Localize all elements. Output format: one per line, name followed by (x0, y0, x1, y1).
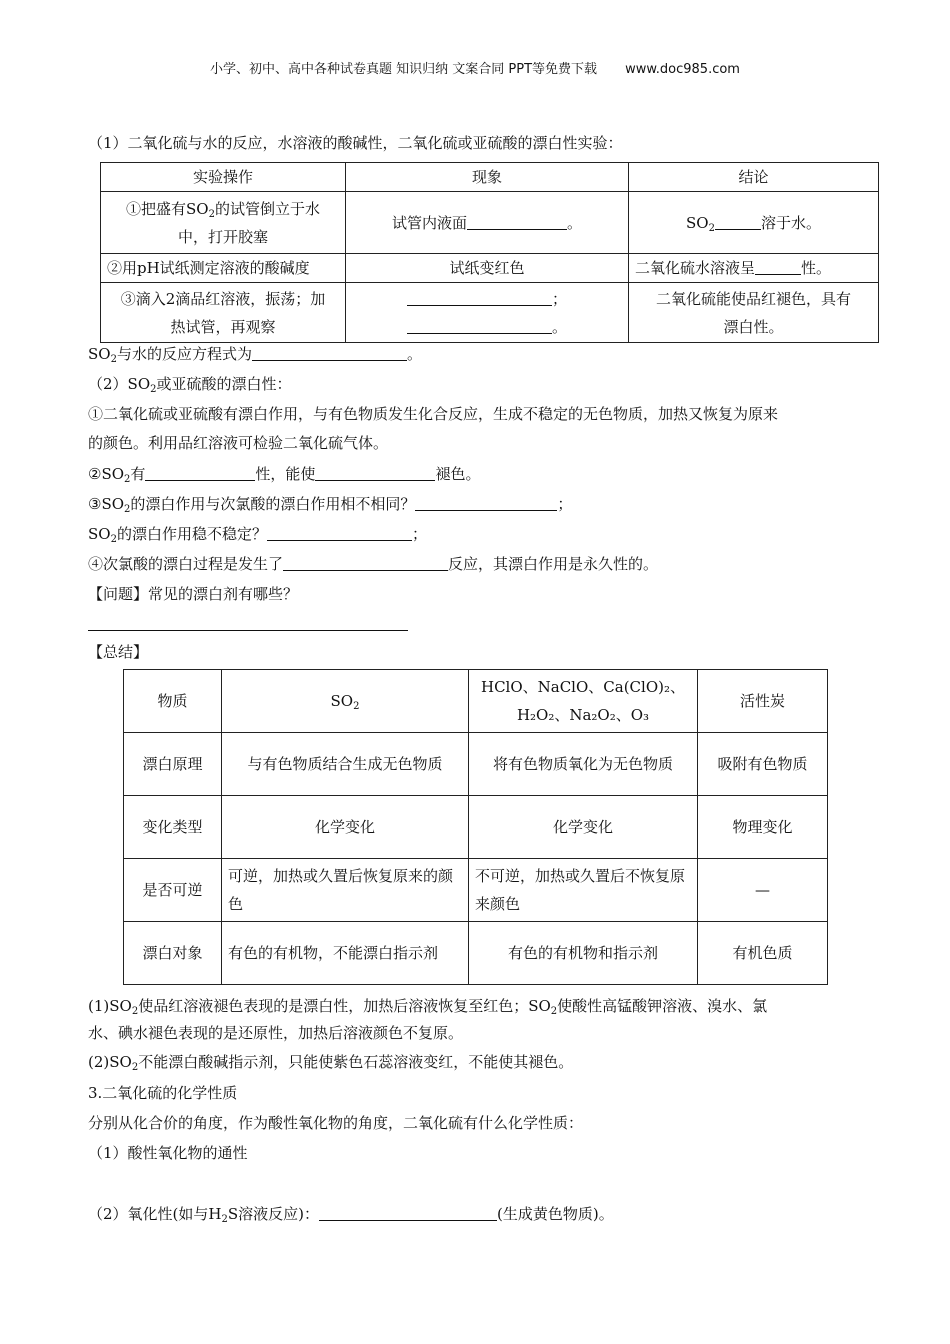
para-line: $SO_2$的漂白作用稳不稳定？ ； (88, 525, 427, 545)
experiment-table (100, 162, 879, 343)
blank[interactable] (267, 524, 412, 541)
blank[interactable] (407, 289, 552, 306)
row1-conclusion: $SO_2$ 溶于水。 (629, 192, 879, 254)
row3-conclusion: 二氧化硫能使品红褪色，具有 漂白性。 (629, 283, 879, 343)
equation-blank[interactable] (252, 344, 407, 361)
section-2-title: $(2)SO_2$或亚硫酸的漂白性： (88, 375, 292, 395)
para-line: 的颜色。利用品红溶液可检验二氧化硫气体。 (88, 434, 389, 452)
para-line: $②SO_2$有 性，能使 褪色。 (88, 465, 481, 485)
col-header-op: 实验操作 (101, 163, 346, 192)
blank[interactable] (407, 317, 552, 334)
blank[interactable] (755, 258, 801, 275)
blank[interactable] (467, 213, 567, 230)
section-3-item-2: （2）氧化性(如与$H_2S$溶液反应)： (生成黄色物质)。 (88, 1205, 614, 1225)
row2-phenomenon: 试纸变红色 (346, 254, 629, 283)
summary-title: 【总结】 (88, 643, 149, 661)
section-3-item-1: （1）酸性氧化物的通性 (88, 1144, 248, 1162)
para-line: ①二氧化硫或亚硫酸有漂白作用，与有色物质发生化合反应，生成不稳定的无色物质，加热又恢复为原来 (88, 405, 779, 423)
note-1-cont: 水、碘水褪色表现的是还原性，加热后溶液颜色不复原。 (88, 1024, 464, 1042)
blank[interactable] (715, 213, 761, 230)
blank[interactable] (145, 464, 255, 481)
summary-row: 漂白原理 与有色物质结合生成无色物质 将有色物质氧化为无色物质 吸附有色物质 (124, 733, 828, 796)
blank[interactable] (415, 494, 557, 511)
section-1-title: （1）二氧化硫与水的反应，水溶液的酸碱性，二氧化硫或亚硫酸的漂白性实验： (88, 134, 623, 152)
row3-phenomenon: ； 。 (346, 283, 629, 343)
summary-table (123, 669, 828, 985)
row2-op: ②用pH试纸测定溶液的酸碱度 (101, 254, 346, 283)
col-header-phenomenon: 现象 (346, 163, 629, 192)
row3-op: ③滴入2滴品红溶液，振荡；加 热试管，再观察 (101, 283, 346, 343)
note-2: $(2)SO_2$不能漂白酸碱指示剂，只能使紫色石蕊溶液变红，不能使其褪色。 (88, 1053, 574, 1073)
answer-blank[interactable] (88, 614, 408, 631)
summary-header-carbon: 活性炭 (698, 670, 828, 733)
para-line: ④次氯酸的漂白过程是发生了 反应，其漂白作用是永久性的。 (88, 555, 659, 573)
summary-header-substance: 物质 (124, 670, 222, 733)
summary-header-oxidizers: HClO、NaClO、Ca(ClO)₂、H₂O₂、Na₂O₂、O₃ (469, 670, 698, 733)
section-3-question: 分别从化合价的角度，作为酸性氧化物的角度，二氧化硫有什么化学性质： (88, 1114, 584, 1132)
blank[interactable] (319, 1204, 497, 1221)
answer-line[interactable] (88, 613, 408, 635)
blank[interactable] (283, 554, 448, 571)
blank[interactable] (315, 464, 435, 481)
row1-phenomenon: 试管内液面 。 (346, 192, 629, 254)
header-site: www.doc985.com (625, 62, 740, 77)
question-line: 【问题】常见的漂白剂有哪些？ (88, 585, 299, 603)
para-line: $③SO_2$的漂白作用与次氯酸的漂白作用相不相同？ ； (88, 495, 573, 515)
summary-row: 漂白对象 有色的有机物，不能漂白指示剂 有色的有机物和指示剂 有机色质 (124, 922, 828, 985)
equation-line: $SO_2$与水的反应方程式为 。 (88, 345, 422, 365)
page-header (0, 58, 950, 77)
note-1: $(1)SO_2$使品红溶液褪色表现的是漂白性，加热后溶液恢复至红色；$SO_2$使酸性高锰酸钾溶液、溴水、氯 (88, 997, 768, 1017)
summary-header-so2: $SO_2$ (222, 670, 469, 733)
header-text: 小学、初中、高中各种试卷真题 知识归纳 文案合同 PPT等免费下载 (210, 62, 598, 77)
row2-conclusion: 二氧化硫水溶液呈 性。 (629, 254, 879, 283)
section-3-title: 3.二氧化硫的化学性质 (88, 1084, 238, 1102)
summary-row: 是否可逆 可逆，加热或久置后恢复原来的颜色 不可逆，加热或久置后不恢复原来颜色 — (124, 859, 828, 922)
col-header-conclusion: 结论 (629, 163, 879, 192)
row1-op: ①把盛有$SO_2$的试管倒立于水 中，打开胶塞 (101, 192, 346, 254)
summary-row: 变化类型 化学变化 化学变化 物理变化 (124, 796, 828, 859)
